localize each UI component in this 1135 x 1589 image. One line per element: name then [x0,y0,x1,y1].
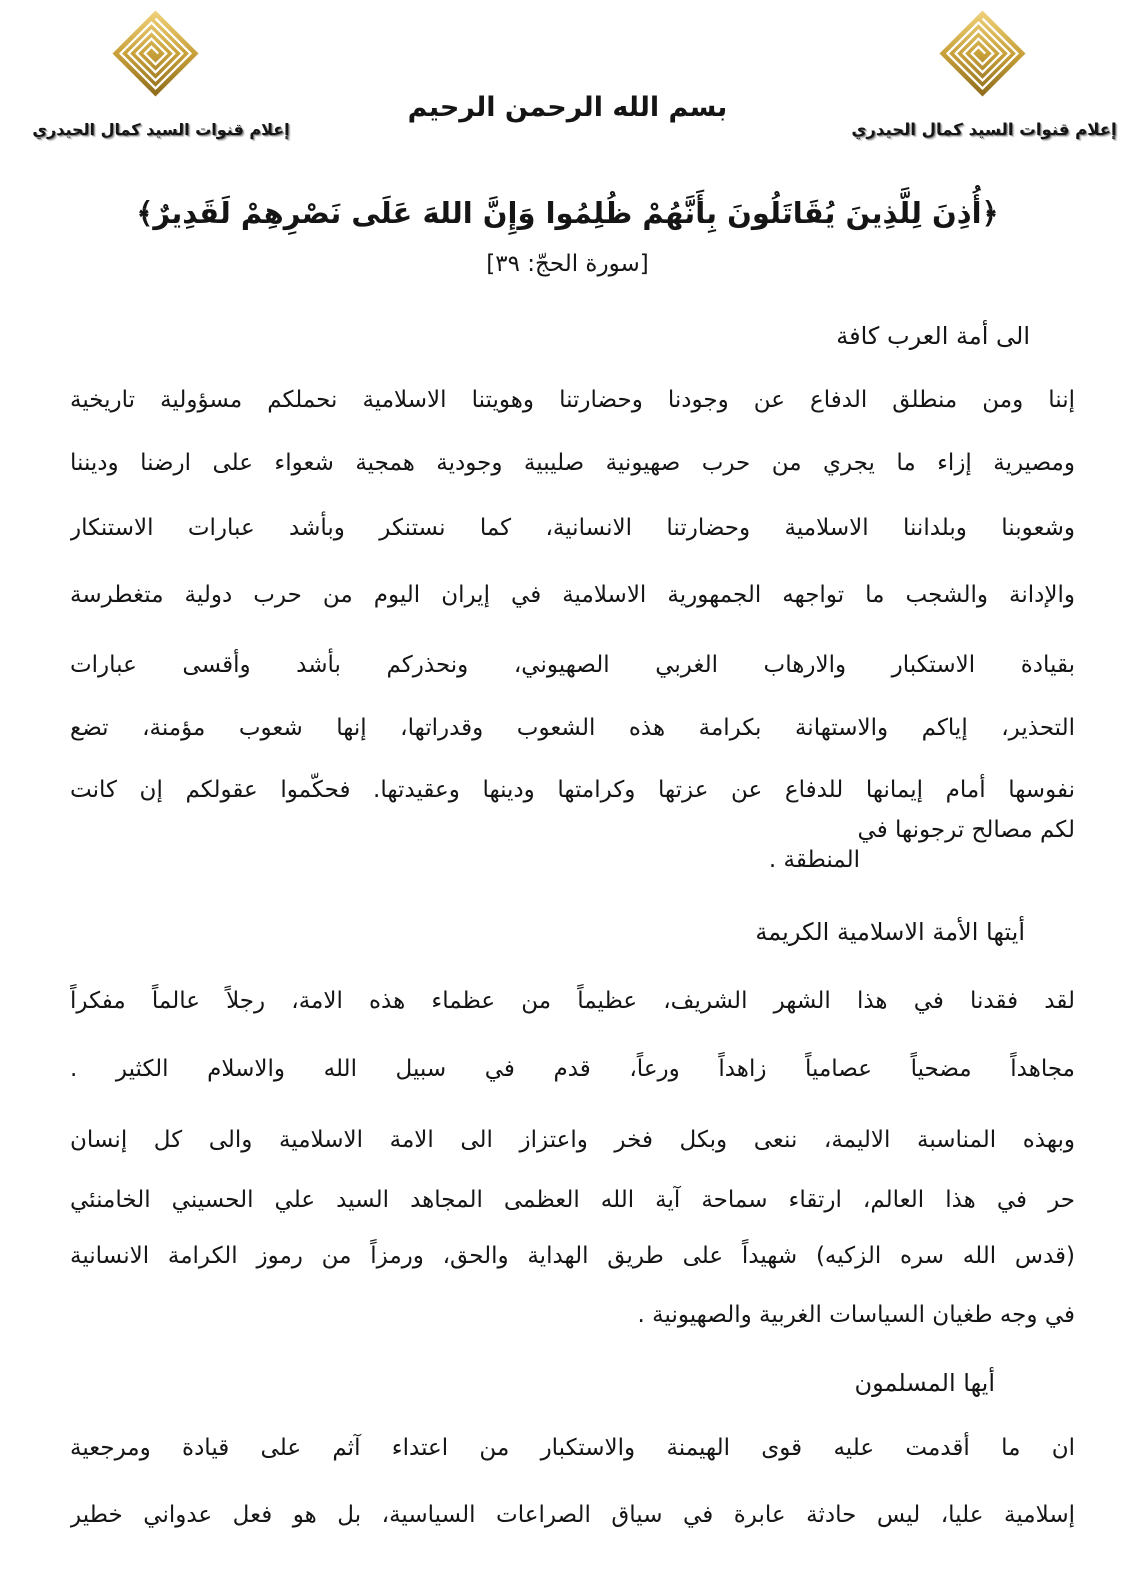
letter-line: التحذير، إياكم والاستهانة بكرامة هذه الشعوب وقدراتها، إنها شعوب مؤمنة، تضع [70,715,1075,741]
channel-caption-left: إعلام قنوات السيد كمال الحيدري [32,120,290,139]
letter-line: ان ما أقدمت عليه قوى الهيمنة والاستكبار من اعتداء آثم على قيادة ومرجعية [70,1435,1075,1461]
kufic-logo-icon [108,6,203,101]
letter-line: إسلامية عليا، ليس حادثة عابرة في سياق الصراعات السياسية، بل هو فعل عدواني خطير [70,1502,1075,1528]
letter-line: لقد فقدنا في هذا الشهر الشريف، عظيماً من عظماء هذه الامة، رجلاً عالماً مفكراً [70,988,1075,1014]
letter-line: في وجه طغيان السياسات الغربية والصهيونية . [637,1302,1075,1328]
letter-line: وشعوبنا وبلداننا الاسلامية وحضارتنا الانسانية، كما نستنكر وبأشد عبارات الاستنكار [70,515,1075,541]
letter-line: (قدس الله سره الزكيه) شهيداً على طريق الهداية والحق، ورمزاً من رموز الكرامة الانسانية [70,1243,1075,1269]
letter-line: بقيادة الاستكبار والارهاب الغربي الصهيوني، ونحذركم بأشد وأقسى عبارات [70,652,1075,678]
basmala-heading: بسم الله الرحمن الرحيم [407,92,728,123]
logo-diamond [113,11,199,97]
letter-line: ومصيرية إزاء ما يجري من حرب صهيونية صليبية وجودية همجية شعواء على ارضنا وديننا [70,450,1075,476]
logo-left [108,6,203,101]
letter-line: حر في هذا العالم، ارتقاء سماحة آية الله العظمى المجاهد السيد علي الحسيني الخامنئي [70,1187,1075,1213]
letter-line: والإدانة والشجب ما تواجهه الجمهورية الاسلامية في إيران اليوم من حرب دولية متغطرسة [70,582,1075,608]
verse-reference: [سورة الحجّ: ٣٩] [486,251,649,277]
letter-line: مجاهداً مضحياً عصامياً زاهداً ورعاً، قدم في سبيل الله والاسلام الكثير . [70,1056,1075,1082]
letter-line: المنطقة . [768,847,860,873]
letter-line: نفوسها أمام إيمانها للدفاع عن عزتها وكرامتها ودينها وعقيدتها. فحكّموا عقولكم إن كانت [70,777,1075,803]
quran-verse: ﴿أُذِنَ لِلَّذِينَ يُقَاتَلُونَ بِأَنَّهُمْ ظُلِمُوا وَإِنَّ اللهَ عَلَى نَصْرِهِمْ لَقَدِيرٌ﴾ [136,196,999,230]
channel-caption-right: إعلام قنوات السيد كمال الحيدري [851,120,1117,139]
logo-diamond [940,11,1026,97]
salutation-arab-nation: الى أمة العرب كافة [836,322,1030,350]
letter-line: لكم مصالح ترجونها في [857,817,1075,843]
logo-right [935,6,1030,101]
letter-line: وبهذه المناسبة الاليمة، ننعى وبكل فخر واعتزاز الى الامة الاسلامية والى كل إنسان [70,1127,1075,1153]
salutation-muslims: أيها المسلمون [854,1369,995,1397]
kufic-logo-icon [935,6,1030,101]
salutation-islamic-nation: أيتها الأمة الاسلامية الكريمة [755,918,1025,946]
letter-line: إننا ومن منطلق الدفاع عن وجودنا وحضارتنا وهويتنا الاسلامية نحملكم مسؤولية تاريخية [70,387,1075,413]
